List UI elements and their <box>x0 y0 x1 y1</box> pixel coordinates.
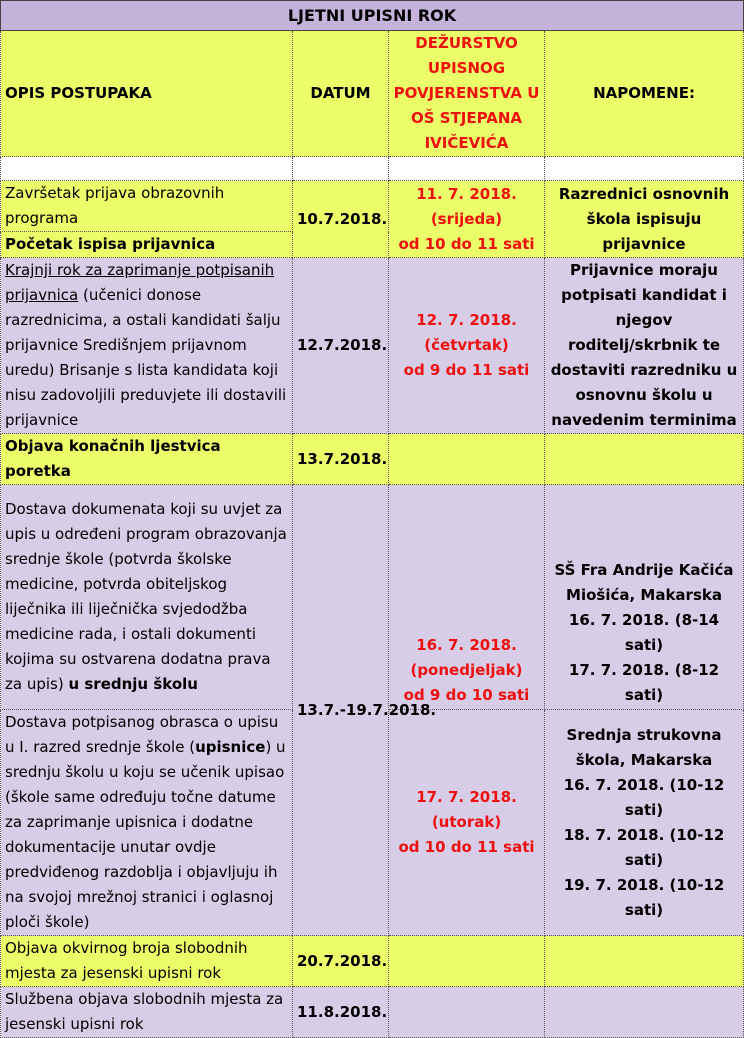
row4-opis-text: Dostava dokumenata koji su uvjet za upis u određeni program obrazovanja srednje škole (potvrda školske medicine, potvrda obiteljskog liječnika ili liječnička svjedodžba medicine rada, i ostali dokumenti kojima su ostvarena dodatna prava za upis) <box>5 500 287 693</box>
row6-datum: 20.7.2018. <box>293 936 389 987</box>
row2-opis <box>1 258 293 434</box>
row1-dezurstvo-day: (srijeda) <box>430 209 503 228</box>
row1-napomene: Razrednici osnovnih škola ispisuju prijavnice <box>545 181 744 258</box>
table-row <box>1 434 744 485</box>
row4-opis-bold: u srednju školu <box>68 675 198 693</box>
row4-napomene-date1: 16. 7. 2018. (8-14 sati) <box>568 611 720 654</box>
row4-dezurstvo-time: od 9 do 10 sati <box>403 686 530 704</box>
row5-napomene <box>545 710 744 936</box>
row5-napomene-date2: 18. 7. 2018. (10-12 sati) <box>563 825 725 869</box>
header-datum: DATUM <box>293 31 389 157</box>
header-napomene: NAPOMENE: <box>545 31 744 157</box>
table-title: LJETNI UPISNI ROK <box>1 1 744 31</box>
row6-opis: Objava okvirnog broja slobodnih mjesta za jesenski upisni rok <box>1 936 293 987</box>
table-row <box>1 987 744 1038</box>
row5-opis <box>1 710 293 936</box>
row1-dezurstvo-time: od 10 do 11 sati <box>398 234 535 253</box>
row5-napomene-date3: 19. 7. 2018. (10-12 sati) <box>563 875 725 919</box>
row5-dezurstvo-time: od 10 do 11 sati <box>398 838 535 856</box>
row7-opis: Službena objava slobodnih mjesta za jesenski upisni rok <box>1 987 293 1038</box>
table-row <box>1 936 744 987</box>
row4-opis <box>1 485 293 710</box>
row4-dezurstvo <box>389 485 545 710</box>
row3-datum: 13.7.2018. <box>293 434 389 485</box>
row1-datum: 10.7.2018. <box>293 181 389 258</box>
row5-dezurstvo <box>389 710 545 936</box>
row1-dezurstvo <box>389 181 545 258</box>
row5-opis-1: Dostava potpisanog obrasca o upisu u I. razred srednje škole ( <box>5 713 279 756</box>
row2-datum: 12.7.2018. <box>293 258 389 434</box>
row4-datum: 13.7.-19.7.2018. <box>293 485 389 936</box>
row2-dezurstvo <box>389 258 545 434</box>
row4-napomene-school: SŠ Fra Andrije Kačića Miošića, Makarska <box>554 561 734 604</box>
row2-dezurstvo-time: od 9 do 11 sati <box>403 361 530 379</box>
row4-dezurstvo-day: (ponedjeljak) <box>410 661 523 679</box>
row2-napomene: Prijavnice moraju potpisati kandidat i njegov roditelj/skrbnik te dostaviti razredniku u osnovnu školu u navedenim terminima <box>545 258 744 434</box>
table-row <box>1 485 744 710</box>
row4-dezurstvo-date: 16. 7. 2018. <box>416 636 517 654</box>
header-dezurstvo: DEŽURSTVO UPISNOG POVJERENSTVA U OŠ STJEPANA IVIČEVIĆA <box>389 31 545 157</box>
spacer-row <box>1 157 744 181</box>
table-row <box>1 181 744 232</box>
row7-datum: 11.8.2018. <box>293 987 389 1038</box>
row1-opis-a: Završetak prijava obrazovnih programa <box>1 181 293 232</box>
row1-opis-b: Početak ispisa prijavnica <box>1 232 293 258</box>
row1-dezurstvo-date: 11. 7. 2018. <box>416 184 517 203</box>
row5-opis-bold: upisnice <box>195 738 266 756</box>
row3-opis: Objava konačnih ljestvica poretka <box>1 434 293 485</box>
row2-dezurstvo-day: (četvrtak) <box>424 336 509 354</box>
row5-dezurstvo-day: (utorak) <box>431 813 502 831</box>
header-opis: OPIS POSTUPAKA <box>1 31 293 157</box>
row5-opis-2: ) u srednju školu u koju se učenik upisao (škole same određuju točne datume za zaprimanje upisnica i dodatne dokumentacije unutar ovdje predviđenog razdoblja i objavljuju ih na svojoj mrežnoj stranici i oglasnoj ploči škole) <box>5 738 286 931</box>
row2-opis-rest: (učenici donose razrednicima, a ostali kandidati šalju prijavnice Središnjem prijavnom uredu) Brisanje s lista kandidata koji nisu zadovoljili preduvjete ili dostavili prijavnice <box>5 286 287 429</box>
row2-opis-underlined: Krajnji rok za zaprimanje potpisanih prijavnica <box>5 261 275 304</box>
row4-napomene-date2: 17. 7. 2018. (8-12 sati) <box>568 661 720 704</box>
row5-napomene-date1: 16. 7. 2018. (10-12 sati) <box>563 775 725 819</box>
row2-dezurstvo-date: 12. 7. 2018. <box>416 311 517 329</box>
row5-dezurstvo-date: 17. 7. 2018. <box>416 788 517 806</box>
table-row <box>1 258 744 434</box>
row4-napomene <box>545 485 744 710</box>
row5-napomene-school: Srednja strukovna škola, Makarska <box>566 725 722 769</box>
